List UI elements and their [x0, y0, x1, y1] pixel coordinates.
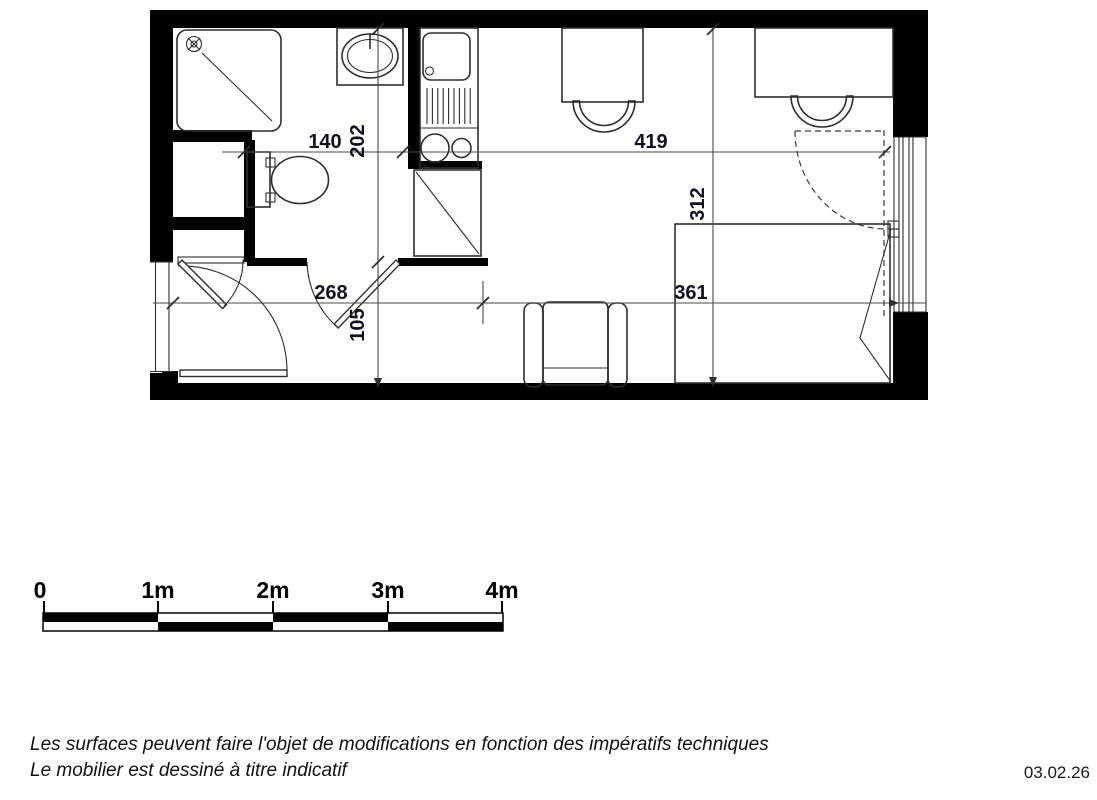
scale-label-2m: 2m — [256, 577, 290, 603]
armchair-left-armrest — [524, 303, 543, 387]
scale-label-4m: 4m — [485, 577, 519, 603]
window-swing — [795, 130, 886, 316]
dim-202: 202 — [347, 124, 369, 158]
shower-tray — [177, 30, 281, 131]
entry-closet-door — [178, 260, 243, 309]
dim-140: 140 — [308, 131, 342, 153]
kitchen-sink-drain-icon — [426, 67, 434, 75]
desk-1 — [562, 28, 643, 102]
toilet-bowl — [272, 157, 329, 204]
footer-notes — [30, 734, 1090, 782]
wall-right-lower — [893, 312, 928, 400]
window-swing-arc — [795, 131, 886, 229]
scale-bar — [34, 577, 519, 631]
entry-door — [150, 262, 287, 377]
walls — [150, 10, 928, 400]
dim-312: 312 — [687, 187, 709, 221]
closet-door-leaf — [178, 260, 227, 309]
hob-burner-small — [452, 139, 471, 158]
wall-bathroom-bottom — [247, 258, 307, 266]
armchair — [524, 302, 627, 387]
kitchen-grille — [427, 88, 470, 124]
chair-2 — [791, 96, 853, 127]
wall-entry-stub — [162, 371, 178, 383]
entry-door-leaf — [180, 370, 287, 377]
disclaimer-line-1: Les surfaces peuvent faire l'objet de modifications en fonction des impératifs techniques — [30, 734, 769, 755]
wall-closet-right — [244, 140, 255, 262]
dim-105: 105 — [347, 308, 369, 342]
disclaimer-line-2: Le mobilier est dessiné à titre indicatif — [30, 760, 347, 781]
hob-burner-large — [421, 134, 449, 162]
kitchen-sink — [423, 33, 470, 80]
dimensions — [153, 23, 926, 388]
curtain — [860, 229, 891, 382]
armchair-seat — [543, 302, 608, 385]
desk-2 — [755, 28, 893, 97]
wall-bathroom-kitchen-partition — [408, 28, 420, 168]
chair-1 — [573, 101, 635, 132]
shower-diagonal — [202, 53, 272, 121]
scale-label-0: 0 — [33, 577, 47, 603]
wall-top — [150, 10, 928, 28]
entry-door-swing-arc — [178, 266, 287, 370]
dim-361: 361 — [674, 282, 708, 304]
plan-date: 03.02.26 — [1023, 763, 1090, 782]
fridge-unit — [414, 170, 481, 256]
fridge-diagonal — [416, 172, 479, 254]
scale-label-1m: 1m — [141, 577, 175, 603]
vanity-sink — [337, 28, 403, 85]
wall-kitchen-bottom — [398, 258, 488, 266]
wall-closet-bottom — [168, 217, 255, 230]
dim-419: 419 — [634, 131, 668, 153]
scale-label-3m: 3m — [371, 577, 405, 603]
toilet — [247, 152, 329, 207]
dim-268: 268 — [314, 282, 348, 304]
kitchenette — [414, 28, 481, 256]
wall-right-upper — [893, 10, 928, 137]
entry-closet-front — [178, 257, 244, 263]
armchair-right-armrest — [608, 303, 627, 387]
